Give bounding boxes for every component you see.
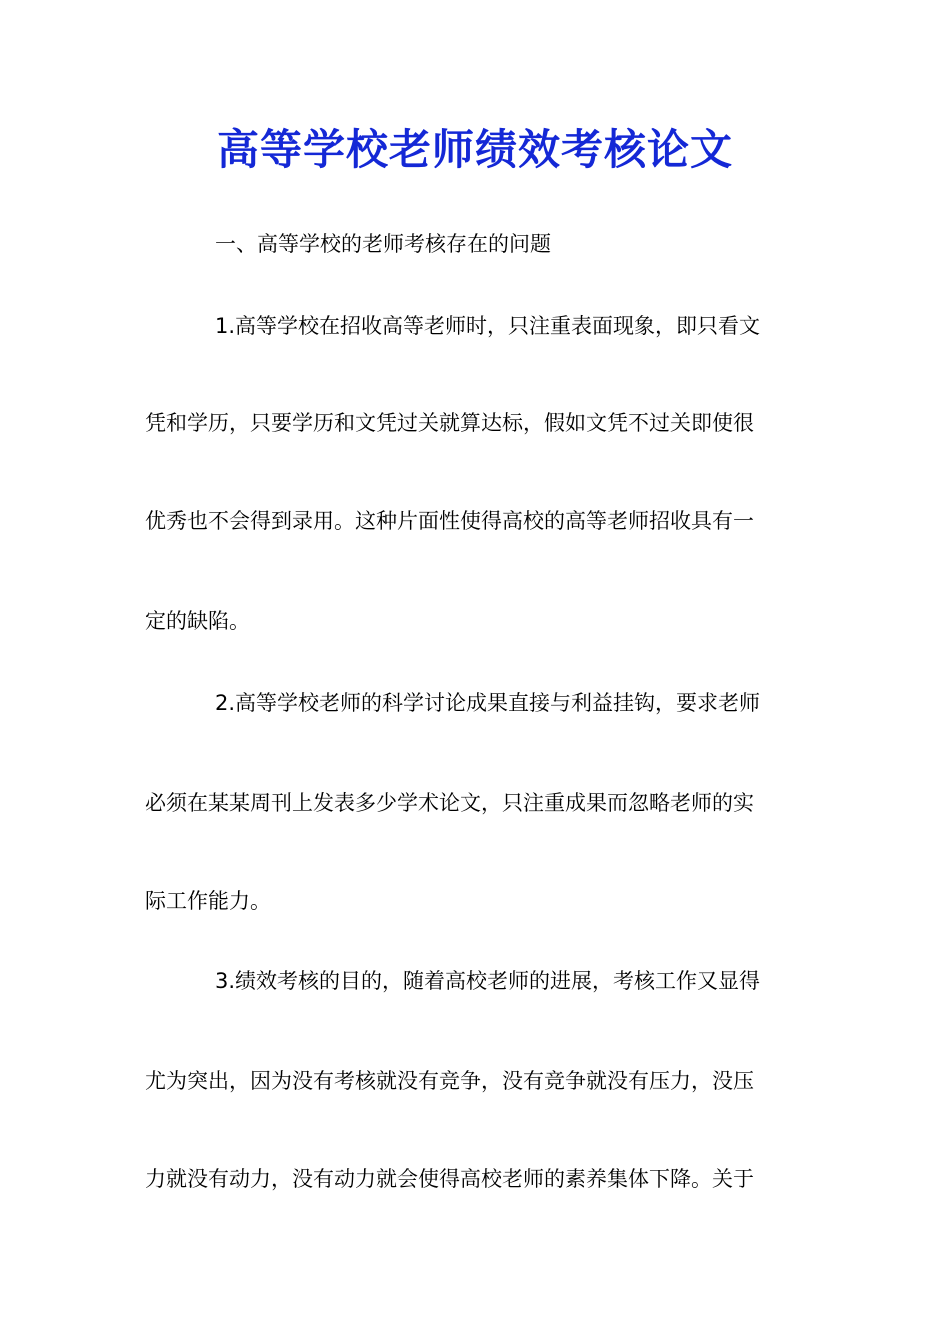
paragraph-line: 力就没有动力，没有动力就会使得高校老师的素养集体下降。关于 bbox=[145, 1167, 754, 1191]
paragraph-line: 3.绩效考核的目的，随着高校老师的进展，考核工作又显得 bbox=[215, 969, 761, 993]
paragraph-line: 定的缺陷。 bbox=[145, 609, 250, 633]
paragraph-line: 2.高等学校老师的科学讨论成果直接与利益挂钩，要求老师 bbox=[215, 691, 761, 715]
paragraph-line: 尤为突出，因为没有考核就没有竞争，没有竞争就没有压力，没压 bbox=[145, 1069, 754, 1093]
paragraph-line: 凭和学历，只要学历和文凭过关就算达标，假如文凭不过关即使很 bbox=[145, 411, 754, 435]
document-title: 高等学校老师绩效考核论文 bbox=[216, 125, 733, 174]
paragraph-line: 际工作能力。 bbox=[145, 889, 271, 913]
paragraph-line: 优秀也不会得到录用。这种片面性使得高校的高等老师招收具有一 bbox=[145, 509, 754, 533]
section-heading: 一、高等学校的老师考核存在的问题 bbox=[215, 232, 551, 256]
paragraph-line: 必须在某某周刊上发表多少学术论文，只注重成果而忽略老师的实 bbox=[145, 791, 754, 815]
paragraph-line: 1.高等学校在招收高等老师时，只注重表面现象，即只看文 bbox=[215, 314, 761, 338]
